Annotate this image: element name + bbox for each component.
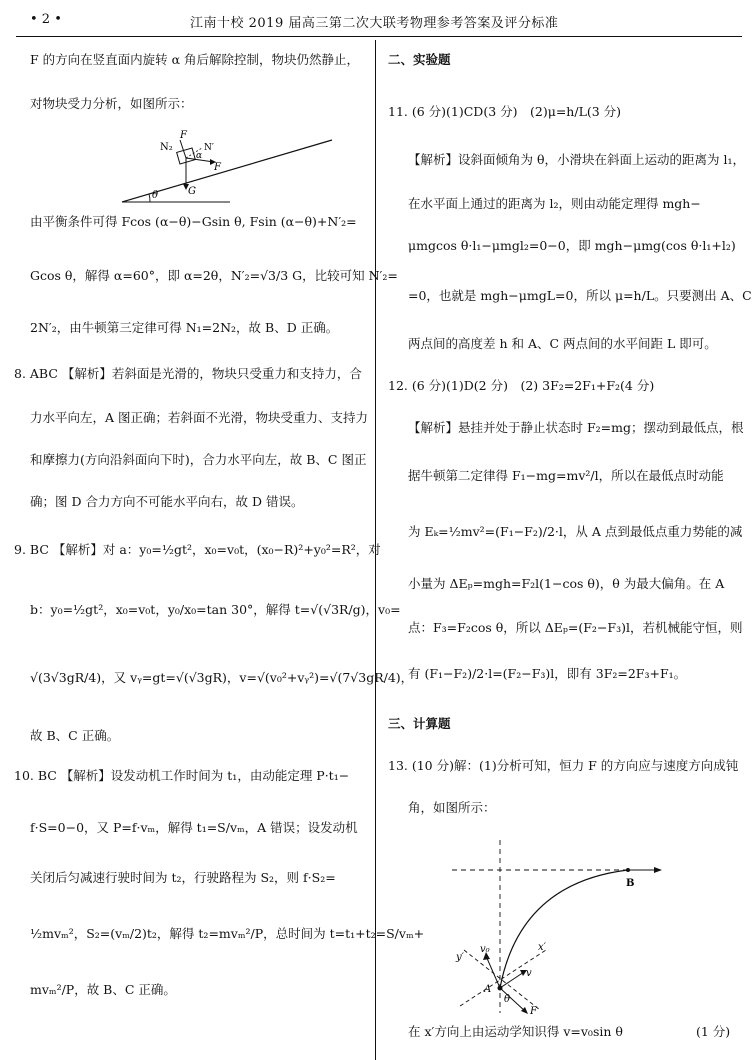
label-y-prime: y′: [456, 952, 464, 963]
text-line: 两点间的高度差 h 和 A、C 两点间的水平间距 L 即可。: [408, 336, 717, 351]
label-v: v: [526, 968, 532, 979]
text-line: 10. BC 【解析】设发动机工作时间为 t₁，由动能定理 P·t₁−: [14, 768, 350, 783]
page-number: • 2 •: [30, 12, 62, 27]
label-theta: θ: [504, 994, 511, 1005]
text-line: 【解析】悬挂并处于静止状态时 F₂=mg；摆动到最低点，根: [408, 420, 744, 435]
text-line: √(3√3gR/4)，又 vᵧ=gt=√(√3gR)，v=√(v₀²+vᵧ²)=√(7√3gR/4)，: [30, 670, 414, 685]
incline-force-diagram: [120, 128, 340, 208]
label-f-top: F: [180, 130, 187, 141]
text-line: μmgcos θ·l₁−μmgl₂=0−0，即 mgh−μmg(cos θ·l₁+l₂): [408, 238, 736, 253]
label-v0: v₀: [480, 944, 490, 955]
text-line: 11. (6 分)(1)CD(3 分) (2)μ=h/L(3 分): [388, 104, 622, 119]
score-note: (1 分): [696, 1024, 731, 1039]
text-line: 角，如图所示：: [408, 800, 496, 815]
label-n2: N₂: [160, 142, 173, 153]
header-title: 江南十校 2019 届高三第二次大联考物理参考答案及评分标准: [190, 16, 559, 31]
label-a: A: [484, 984, 492, 995]
text-line: 为 Eₖ=½mv²=(F₁−F₂)/2·l，从 A 点到最低点重力势能的减: [408, 524, 743, 539]
text-line: 9. BC 【解析】对 a：y₀=½gt²，x₀=v₀t，(x₀−R)²+y₀²=R²，对: [14, 542, 381, 557]
text-line: =0，也就是 mgh−μmgL=0，所以 μ=h/L。只要测出 A、C: [408, 288, 752, 303]
label-f: F: [214, 162, 221, 173]
text-line: ½mvₘ²，S₂=(vₘ/2)t₂，解得 t₂=mvₘ²/P，总时间为 t=t₁+t₂=S/vₘ+: [30, 926, 425, 941]
text-line: 对物块受力分析，如图所示：: [30, 96, 193, 111]
text-line: b：y₀=½gt²，x₀=v₀t，y₀/x₀=tan 30°，解得 t=√(√3R/g)，v₀=: [30, 602, 401, 617]
text-line: 12. (6 分)(1)D(2 分) (2) 3F₂=2F₁+F₂(4 分): [388, 378, 655, 393]
text-line: 力水平向左，A 图正确；若斜面不光滑，物块受重力、支持力: [30, 410, 369, 425]
label-n1: N′: [204, 143, 214, 153]
text-line: 据牛顿第二定律得 F₁−mg=mv²/l，所以在最低点时动能: [408, 468, 724, 483]
label-b: B: [626, 878, 635, 889]
text-line: 2N′₂，由牛顿第三定律可得 N₁=2N₂，故 B、D 正确。: [30, 320, 339, 335]
text-line: 8. ABC 【解析】若斜面是光滑的，物块只受重力和支持力，合: [14, 366, 362, 381]
text-line: Gcos θ，解得 α=60°，即 α=2θ，N′₂=√3/3 G，比较可知 N′₂=: [30, 268, 398, 283]
section-heading-calculation: 三、计算题: [388, 716, 451, 731]
text-line: mvₘ²/P，故 B、C 正确。: [30, 982, 176, 997]
text-line: 由平衡条件可得 Fcos (α−θ)−Gsin θ, Fsin (α−θ)+N′₂=: [30, 214, 357, 229]
text-line: 在 x′方向上由运动学知识得 v=v₀sin θ: [408, 1024, 623, 1039]
text-line: 确；图 D 合力方向不可能水平向右，故 D 错误。: [30, 494, 304, 509]
label-theta: θ: [152, 190, 159, 201]
text-line: 和摩擦力(方向沿斜面向下时)，合力水平向左，故 B、C 图正: [30, 452, 367, 467]
text-line: 13. (10 分)解：(1)分析可知，恒力 F 的方向应与速度方向成钝: [388, 758, 739, 773]
text-line: 点：F₃=F₂cos θ，所以 ΔEₚ=(F₂−F₃)l，若机械能守恒，则: [408, 620, 743, 635]
label-x-prime: x′: [538, 942, 546, 953]
text-line: 小量为 ΔEₚ=mgh=F₂l(1−cos θ)，θ 为最大偏角。在 A: [408, 576, 725, 591]
label-f: F: [530, 1006, 537, 1017]
page-header: [0, 0, 752, 38]
label-alpha: α: [196, 151, 203, 161]
label-g: G: [188, 186, 196, 197]
section-heading-experiment: 二、实验题: [388, 52, 451, 67]
motion-diagram: [450, 838, 680, 1020]
text-line: 在水平面上通过的距离为 l₂，则由动能定理得 mgh−: [408, 196, 701, 211]
text-line: 关闭后匀减速行驶时间为 t₂，行驶路程为 S₂，则 f·S₂=: [30, 870, 336, 885]
text-line: F 的方向在竖直面内旋转 α 角后解除控制，物块仍然静止，: [30, 52, 360, 67]
header-rule: [16, 36, 742, 37]
text-line: 故 B、C 正确。: [30, 728, 120, 743]
text-line: 有 (F₁−F₂)/2·l=(F₂−F₃)l，即有 3F₂=2F₃+F₁。: [408, 666, 687, 681]
text-line: f·S=0−0，又 P=f·vₘ，解得 t₁=S/vₘ，A 错误；设发动机: [30, 820, 358, 835]
text-line: 【解析】设斜面倾角为 θ，小滑块在斜面上运动的距离为 l₁，: [408, 152, 745, 167]
